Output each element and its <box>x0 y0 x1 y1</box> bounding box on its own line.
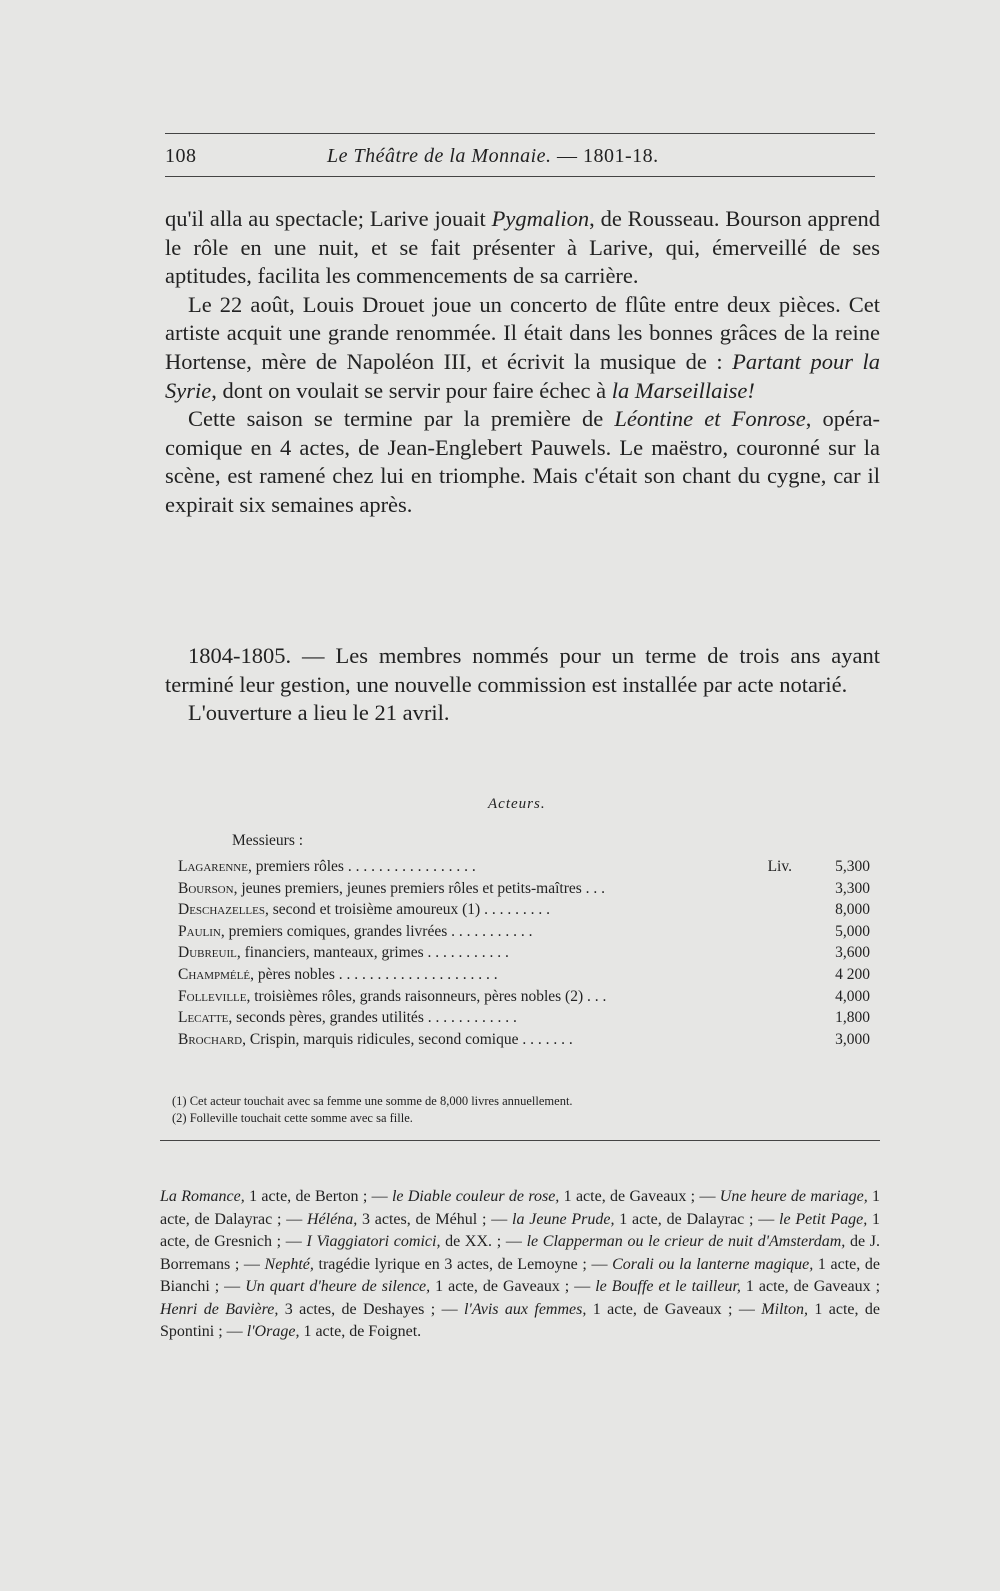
running-title-years: 1801-18. <box>583 145 659 167</box>
p2-title-marseillaise: la Marseillaise! <box>611 377 755 403</box>
cast-row <box>178 923 878 945</box>
p1-text-c: , de Rousseau. Bourson apprend le rôle en une nuit, et se fait présenter à Larive, qui, émerveillé de ses aptitudes, facilita les commencements de sa carrière. <box>165 206 881 289</box>
cast-actor-role: troisièmes rôles, grands raisonneurs, pères nobles (2) <box>250 987 584 1005</box>
repertoire-text: 1 acte, de Foignet. <box>299 1323 422 1340</box>
footnotes <box>172 1093 573 1127</box>
repertoire-text: 1 acte, de Bianchi ; — <box>160 1255 881 1295</box>
cast-leader-dots: . . . . . . . . . . . . <box>423 1009 517 1027</box>
cast-leader-dots: . . . <box>583 987 607 1005</box>
repertoire-work-title: le Petit Page, <box>779 1210 868 1228</box>
cast-messieurs: Messieurs : <box>232 832 304 849</box>
cast-row <box>178 1009 878 1031</box>
p2-title-partant: Partant pour la Syrie <box>165 348 880 403</box>
cast-actor-role: premiers rôles <box>251 858 344 875</box>
cast-currency: Liv. <box>767 858 792 875</box>
page-number: 108 <box>165 145 197 167</box>
running-title <box>327 145 659 168</box>
repertoire-work-title: Milton, <box>761 1300 808 1318</box>
repertoire-work-title: I Viaggiatori comici, <box>306 1233 441 1250</box>
repertoire-work-title: Héléna, <box>306 1210 358 1228</box>
cast-actor-role: second et troisième amoureux (1) <box>268 901 481 919</box>
paragraph-1 <box>165 205 880 291</box>
header-bottom-rule <box>165 176 875 177</box>
cast-row <box>178 1031 878 1053</box>
cast-heading: Acteurs. <box>488 796 546 812</box>
repertoire-text: 1 acte, de Gaveaux ; — <box>559 1188 720 1205</box>
paragraph-2 <box>165 291 880 405</box>
p2-text-a: Le 22 août, Louis Drouet joue un concerto de flûte entre deux pièces. Cet artiste acquit une grande renommée. Il était dans les bonnes grâces de la reine Hortense, mère de Napoléon III, et écrivit la musique de : <box>165 291 880 374</box>
footnote-2: (2) Folleville touchait cette somme avec sa fille. <box>172 1111 413 1125</box>
p3-title-leontine: Léontine et Fonrose <box>614 406 806 432</box>
repertoire-work-title: le Diable couleur de rose, <box>391 1188 560 1205</box>
cast-actor-role: Crispin, marquis ridicules, second comique <box>246 1030 519 1048</box>
repertoire-text: 1 acte, de Berton ; — <box>244 1188 392 1205</box>
cast-salary: 3,300 <box>835 879 870 897</box>
cast-salary: 5,000 <box>835 922 870 940</box>
cast-salary: 3,600 <box>835 944 870 962</box>
cast-row <box>178 880 878 902</box>
repertoire-work-title: le Clapperman ou le crieur de nuit d'Amsterdam, <box>526 1233 846 1250</box>
repertoire-work-title: La Romance, <box>160 1188 245 1205</box>
repertoire-work-title: la Jeune Prude, <box>512 1210 615 1228</box>
repertoire-work-title: l'Orage, <box>246 1323 300 1340</box>
p1-title-pygmalion: Pygmalion <box>491 206 590 231</box>
cast-leader-dots: . . . . . . . . . . . <box>423 944 509 962</box>
cast-row <box>178 944 878 966</box>
repertoire-work-title: Nephté, <box>264 1255 314 1273</box>
cast-leader-dots: . . . <box>581 879 606 897</box>
p1-text-a: qu'il alla au spectacle; Larive jouait <box>165 206 492 231</box>
cast-row <box>178 988 878 1010</box>
repertoire-text: 3 actes, de Deshayes ; — <box>278 1300 464 1318</box>
repertoire-work-title: Une heure de mariage, <box>719 1188 868 1205</box>
cast-leader-dots: . . . . . . . . . <box>480 901 550 919</box>
cast-actor-name: Lagarenne, <box>178 858 252 875</box>
cast-actor-role: financiers, manteaux, grimes <box>240 944 424 962</box>
cast-actor-name: Folleville, <box>178 987 251 1005</box>
cast-actor-name: Bourson, <box>178 879 238 897</box>
cast-list <box>178 858 878 1052</box>
cast-row <box>178 858 878 880</box>
cast-leader-dots: . . . . . . . . . . . . . . . . . . . . . <box>334 965 498 983</box>
cast-actor-role: seconds pères, grandes utilités <box>232 1009 424 1027</box>
repertoire-work-title: Corali ou la lanterne magique, <box>612 1255 814 1273</box>
repertoire-work-title: Un quart d'heure de silence, <box>245 1278 431 1295</box>
footnote-1: (1) Cet acteur touchait avec sa femme une somme de 8,000 livres annuellement. <box>172 1094 573 1108</box>
p3-text-a: Cette saison se termine par la première de <box>188 406 615 432</box>
repertoire-work-title: Henri de Bavière, <box>160 1300 279 1318</box>
paragraph-5: L'ouverture a lieu le 21 avril. <box>188 700 450 726</box>
cast-actor-role: premiers comiques, grandes livrées <box>224 922 448 940</box>
repertoire-text: 1 acte, de Dalayrac ; — <box>614 1210 780 1228</box>
repertoire-work-title: l'Avis aux femmes, <box>463 1300 587 1318</box>
repertoire-text: 1 acte, de Gaveaux ; <box>740 1278 881 1295</box>
header-top-rule <box>165 133 875 134</box>
repertoire-text: 1 acte, de Gaveaux ; — <box>586 1300 762 1318</box>
paragraph-4: 1804-1805. — Les membres nommés pour un terme de trois ans ayant terminé leur gestion, une nouvelle commission est installée par acte notarié. <box>165 643 880 697</box>
p3-text-c: , opéra-comique en 4 actes, de Jean-Englebert Pauwels. Le maëstro, couronné sur la scène, est ramené chez lui en triomphe. Mais c'était son chant du cygne, car il expirait six semaines après. <box>165 406 880 517</box>
cast-leader-dots: . . . . . . . . . . . . . . . . . <box>343 858 476 875</box>
cast-salary: 4 200 <box>835 965 870 983</box>
cast-actor-role: pères nobles <box>253 965 335 983</box>
body-text-upper <box>165 205 880 520</box>
cast-leader-dots: . . . . . . . <box>518 1030 573 1048</box>
cast-salary: 1,800 <box>835 1009 870 1027</box>
cast-actor-name: Deschazelles, <box>178 901 269 919</box>
repertoire-text: 3 actes, de Méhul ; — <box>357 1210 513 1228</box>
repertoire-text: 1 acte, de Gaveaux ; — <box>430 1278 596 1295</box>
running-title-separator: — <box>557 145 578 167</box>
cast-salary: 4,000 <box>835 987 870 1005</box>
repertoire-text: 1 acte, de Dalayrac ; — <box>160 1188 881 1228</box>
cast-actor-name: Lecatte, <box>178 1009 233 1027</box>
repertoire-text: 1 acte, de Spontini ; — <box>160 1300 880 1340</box>
paragraph-3 <box>165 405 880 519</box>
footnote-rule <box>160 1140 880 1141</box>
cast-actor-name: Champmélé, <box>178 965 254 983</box>
cast-leader-dots: . . . . . . . . . . . <box>447 922 533 940</box>
cast-row <box>178 901 878 923</box>
repertoire-text: de XX. ; — <box>440 1233 527 1250</box>
cast-actor-role: jeunes premiers, jeunes premiers rôles et petits-maîtres <box>237 879 582 897</box>
cast-actor-name: Paulin, <box>178 922 225 940</box>
repertoire-text: de J. Borremans ; — <box>160 1233 881 1273</box>
repertoire-text: tragédie lyrique en 3 actes, de Lemoyne ; — <box>313 1255 613 1273</box>
cast-salary: 8,000 <box>835 901 870 919</box>
cast-actor-name: Brochard, <box>178 1030 246 1048</box>
cast-actor-name: Dubreuil, <box>178 944 241 962</box>
repertoire-text: 1 acte, de Gresnich ; — <box>160 1210 881 1250</box>
body-text-lower <box>165 642 880 728</box>
cast-salary: 3,000 <box>835 1030 870 1048</box>
running-title-text: Le Théâtre de la Monnaie. <box>327 145 552 167</box>
cast-salary: 5,300 <box>835 858 870 875</box>
repertoire-work-title: le Bouffe et le tailleur, <box>595 1278 741 1295</box>
cast-row <box>178 966 878 988</box>
p2-text-c: , dont on voulait se servir pour faire échec à <box>211 377 612 403</box>
repertoire-list <box>160 1186 880 1344</box>
